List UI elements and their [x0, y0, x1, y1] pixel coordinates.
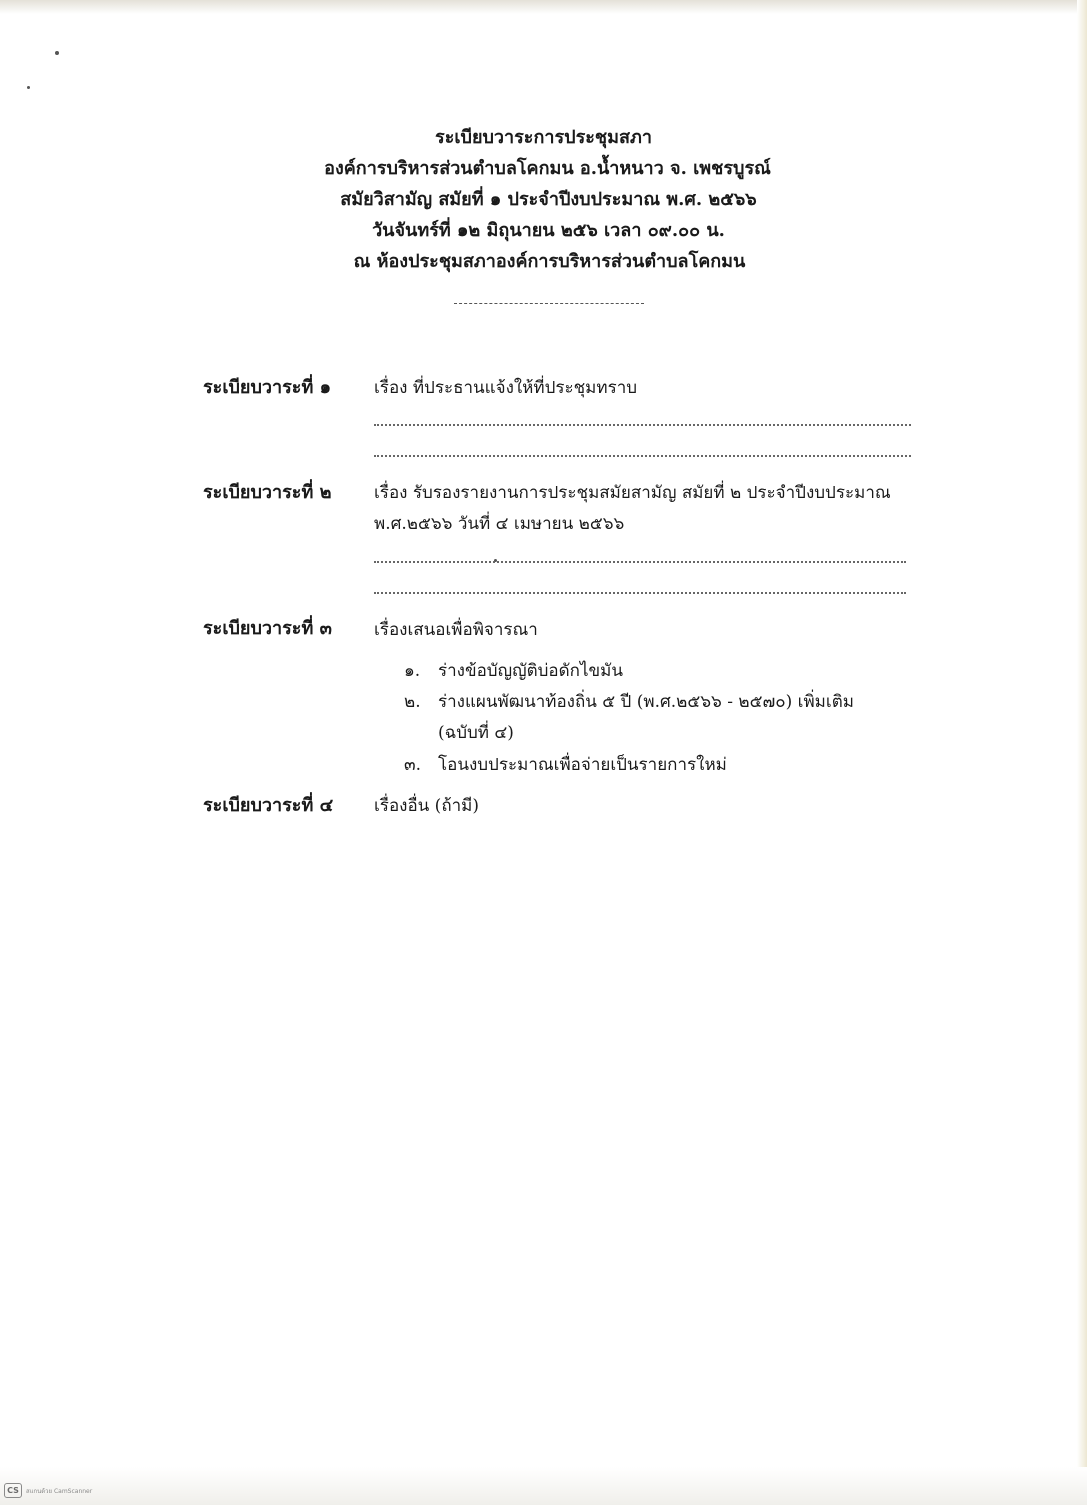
- agenda-item-1-text: เรื่อง ที่ประธานแจ้งให้ที่ประชุมทราบ: [374, 378, 638, 398]
- agenda-item-3-text: เรื่องเสนอเพื่อพิจารณา: [374, 620, 538, 640]
- sub-item-number: ๒.: [404, 692, 421, 712]
- header-date-time: วันจันทร์ที่ ๑๒ มิถุนายน ๒๕๖ เวลา ๐๙.๐๐ น.: [372, 220, 725, 241]
- scan-speck: [55, 51, 59, 55]
- sub-item-text: ร่างแผนพัฒนาท้องถิ่น ๕ ปี (พ.ศ.๒๕๖๖ - ๒๕๗๐) เพิ่มเติม: [438, 692, 854, 712]
- blank-fill-line: [374, 424, 911, 426]
- blank-fill-line: [374, 561, 906, 563]
- agenda-item-4-label: ระเบียบวาระที่ ๔: [203, 795, 334, 816]
- agenda-item-2-text: เรื่อง รับรองรายงานการประชุมสมัยสามัญ สมัยที่ ๒ ประจำปีงบประมาณ: [374, 483, 891, 503]
- sub-item-text: โอนงบประมาณเพื่อจ่ายเป็นรายการใหม่: [438, 755, 727, 775]
- scan-edge-top: [0, 0, 1087, 14]
- agenda-item-4-text: เรื่องอื่น (ถ้ามี): [374, 796, 479, 816]
- camscanner-icon: CS: [4, 1483, 22, 1498]
- agenda-item-1-label: ระเบียบวาระที่ ๑: [203, 377, 331, 398]
- blank-fill-line: [374, 455, 911, 457]
- header-divider: [454, 303, 644, 304]
- sub-item-number: ๑.: [404, 661, 421, 681]
- sub-item-text: ร่างข้อบัญญัติบ่อดักไขมัน: [438, 661, 623, 681]
- scan-edge-bottom: [0, 1467, 1087, 1505]
- scan-speck: [27, 86, 30, 89]
- header-venue: ณ ห้องประชุมสภาองค์การบริหารส่วนตำบลโคกมน: [353, 251, 746, 272]
- agenda-item-2-label: ระเบียบวาระที่ ๒: [203, 482, 332, 503]
- camscanner-watermark: [4, 1483, 92, 1498]
- agenda-item-3-label: ระเบียบวาระที่ ๓: [203, 618, 332, 639]
- blank-fill-line: [374, 592, 906, 594]
- document-header: [0, 122, 1087, 277]
- header-organization: องค์การบริหารส่วนตำบลโคกมน อ.น้ำหนาว จ. เพชรบูรณ์: [324, 158, 771, 179]
- camscanner-text: สแกนด้วย CamScanner: [26, 1487, 93, 1495]
- sub-item-number: ๓.: [404, 755, 422, 775]
- header-title: ระเบียบวาระการประชุมสภา: [435, 127, 652, 148]
- header-session: สมัยวิสามัญ สมัยที่ ๑ ประจำปีงบประมาณ พ.ศ. ๒๕๖๖: [340, 189, 757, 210]
- agenda-item-2-text-cont: พ.ศ.๒๕๖๖ วันที่ ๔ เมษายน ๒๕๖๖: [374, 514, 625, 534]
- sub-item-text-cont: (ฉบับที่ ๔): [438, 723, 514, 743]
